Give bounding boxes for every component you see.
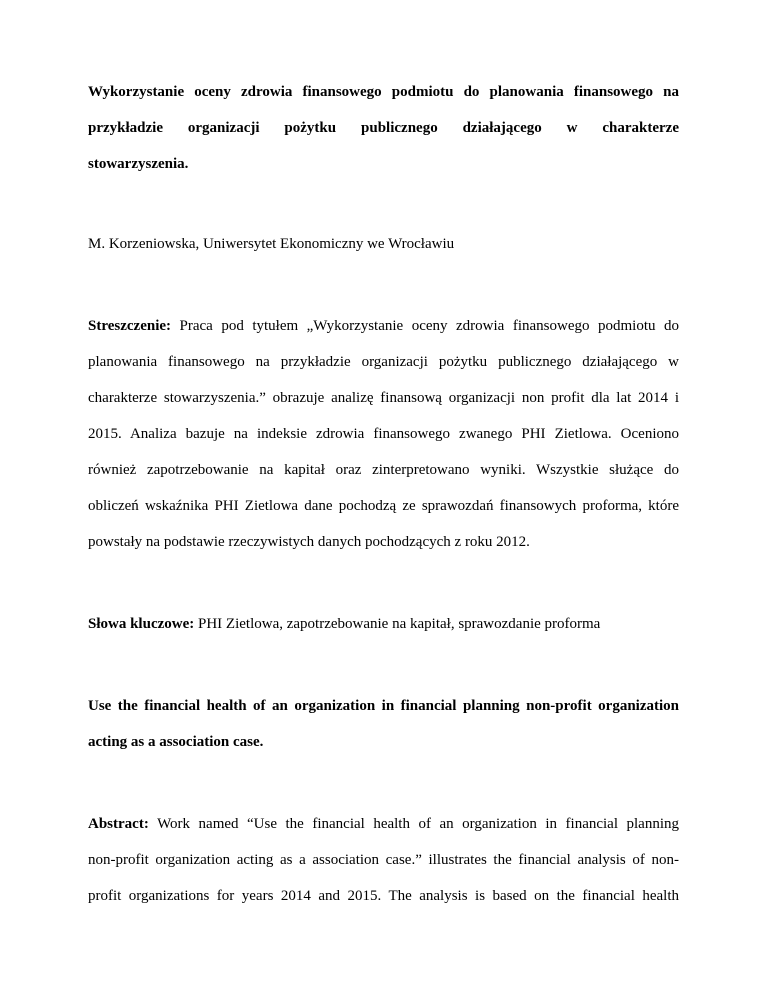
abstract-pl-line-5: również zapotrzebowanie na kapitał oraz zinterpretowano wyniki. Wszystkie służące do bbox=[88, 462, 679, 478]
abstract-pl-text-1: Praca pod tytułem „Wykorzystanie oceny zdrowia finansowego podmiotu do bbox=[179, 318, 679, 334]
abstract-pl-line-7: powstały na podstawie rzeczywistych danych pochodzących z roku 2012. bbox=[88, 534, 530, 550]
title-pl-line-1: Wykorzystanie oceny zdrowia finansowego podmiotu do planowania finansowego na bbox=[88, 84, 679, 100]
abstract-en-line-1 bbox=[88, 815, 679, 833]
abstract-en-line-3: profit organizations for years 2014 and 2015. The analysis is based on the financial health bbox=[88, 888, 679, 904]
abstract-pl-label: Streszczenie: bbox=[88, 318, 172, 334]
abstract-en-label: Abstract: bbox=[88, 816, 149, 832]
abstract-pl-line-3: charakterze stowarzyszenia.” obrazuje analizę finansową organizacji non profit dla lat 2014 i bbox=[88, 390, 679, 406]
abstract-pl-line-6: obliczeń wskaźnika PHI Zietlowa dane pochodzą ze sprawozdań finansowych proforma, które bbox=[88, 498, 679, 514]
abstract-pl-line-4: 2015. Analiza bazuje na indeksie zdrowia finansowego zwanego PHI Zietlowa. Oceniono bbox=[88, 426, 679, 442]
title-pl-line-3: stowarzyszenia. bbox=[88, 156, 189, 172]
document-page bbox=[88, 0, 679, 994]
keywords-pl-label: Słowa kluczowe: bbox=[88, 616, 195, 632]
keywords-pl bbox=[88, 615, 679, 633]
abstract-pl-line-1 bbox=[88, 317, 679, 335]
abstract-en-text-1: Work named “Use the financial health of an organization in financial planning bbox=[157, 816, 679, 832]
abstract-pl-line-2: planowania finansowego na przykładzie organizacji pożytku publicznego działającego w bbox=[88, 354, 679, 370]
title-en-line-2: acting as a association case. bbox=[88, 734, 264, 750]
title-en-line-1: Use the financial health of an organization in financial planning non-profit organization bbox=[88, 698, 679, 714]
keywords-pl-text: PHI Zietlowa, zapotrzebowanie na kapitał, sprawozdanie proforma bbox=[198, 616, 601, 632]
abstract-en-line-2: non-profit organization acting as a association case.” illustrates the financial analysis of non- bbox=[88, 852, 679, 868]
author-affiliation: M. Korzeniowska, Uniwersytet Ekonomiczny we Wrocławiu bbox=[88, 236, 455, 252]
title-pl-line-2: przykładzie organizacji pożytku publicznego działającego w charakterze bbox=[88, 120, 679, 136]
